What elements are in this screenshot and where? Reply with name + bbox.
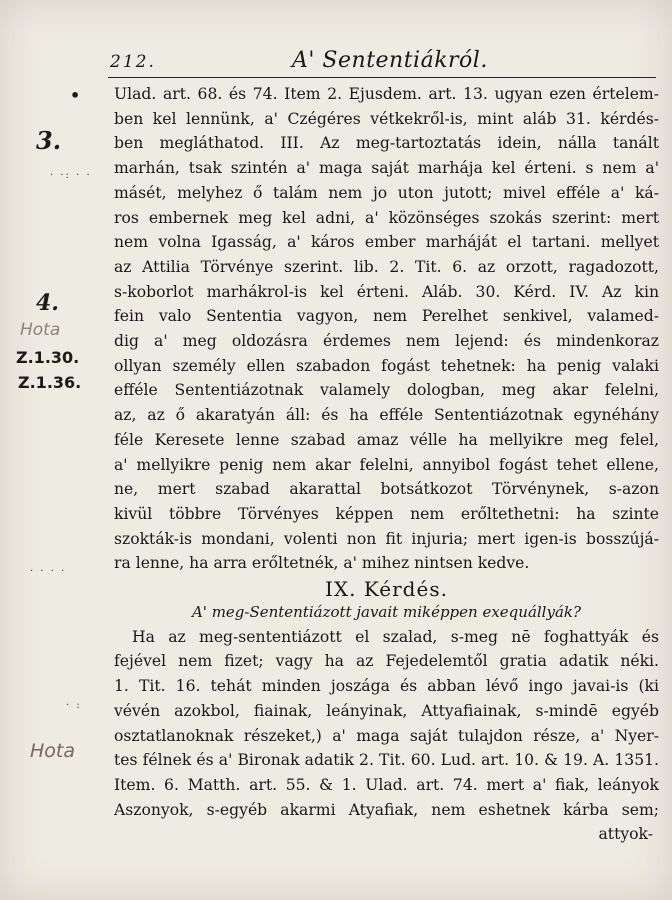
text-line: fejével nem fizet; vagy ha az Fejedelemtől gratia adatik néki.: [114, 652, 659, 671]
text-line: vévén azokbol, fiainak, leányinak, Attyafiainak, s-mindē egyéb: [114, 701, 659, 720]
page-header: [0, 48, 672, 78]
catchword: attyok-: [598, 825, 653, 844]
text-line: tes félnek és a' Bironak adatik 2. Tit. 60. Lud. art. 10. & 19. A. 1351.: [114, 751, 659, 770]
text-line: osztatlanoknak részeket,) a' maga saját tulajdon része, a' Nyer-: [114, 726, 659, 745]
text-line: kivül többre Törvényes képpen nem erőltethetni: ha szinte: [114, 504, 659, 523]
section-subheading: A' meg-Sententiázott javait miképpen exequállyák?: [191, 603, 582, 622]
margin-note-z130: Z.1.30.: [16, 348, 80, 367]
text-line: ben kel lennünk, a' Czégéres vétkekről-is, mint aláb 31. kérdés-: [114, 109, 659, 128]
text-line: Ha az meg-sententiázott el szalad, s-meg nē foghattyák és: [132, 627, 659, 646]
margin-note-hota: Hota: [30, 740, 76, 762]
text-line: dig a' meg oldozásra érdemes nem lejend: és mindenkoraz: [114, 332, 659, 351]
margin-bullet: •: [70, 86, 81, 105]
text-line: ollyan személy ellen szabadon fogást tehetnek: ha penig valaki: [114, 356, 659, 375]
text-line: a' mellyikre penig nem akar felelni, annyibol fogást tehet ellene,: [114, 455, 659, 474]
running-title: A' Sententiákról.: [292, 48, 488, 73]
text-line: Ulad. art. 68. és 74. Item 2. Ejusdem. art. 13. ugyan ezen értelem-: [114, 85, 659, 103]
text-line: másét, melyhez ő talám nem jo uton jutott; mivel efféle a' ká-: [114, 183, 659, 202]
text-line: ben megláthatod. III. Az meg-tartoztatás idein, nálla tanált: [114, 134, 659, 153]
text-line: ra lenne, ha arra erőltetnék, a' mihez nintsen kedve.: [114, 554, 530, 573]
text-line: ros embernek meg kel adni, a' közönséges szokás szerint: mert: [114, 208, 659, 227]
text-line: Item. 6. Matth. art. 55. & 1. Ulad. art. 74. mert a' fiak, leányok: [114, 775, 659, 794]
text-line: efféle Sententiázotnak valamely dologban, meg akar felelni,: [114, 381, 659, 400]
text-line: az Attilia Törvénye szerint. lib. 2. Tit. 6. az orzott, ragadozott,: [114, 257, 659, 276]
page-number: 212.: [110, 52, 156, 72]
margin-note-hota-faint: Hota: [20, 320, 61, 340]
margin-note-4: 4.: [36, 290, 59, 316]
margin-ink-dots-3: · :: [66, 700, 82, 711]
text-line: féle Keresete lenne szabad amaz vélle ha mellyikre meg felel,: [114, 430, 659, 449]
text-line: marhán, tsak szintén a' maga saját marhája kel érteni. s nem a': [114, 159, 659, 178]
section-heading: IX. Kérdés.: [325, 577, 448, 602]
margin-ink-dots-2: · · · ·: [30, 566, 67, 577]
text-line: szokták-is mondani, volenti non fit injuria; mert igen-is bosszújá-: [114, 529, 659, 548]
text-line: 1. Tit. 16. tehát minden joszága és abban lévő ingo javai-is (ki: [114, 677, 659, 696]
text-line: nem volna Igasság, a' káros ember marháját el tartani. mellyet: [114, 233, 659, 252]
margin-ink-dots: · ·: · ·: [50, 170, 92, 181]
header-rule: [108, 77, 656, 78]
margin-note-z136: Z.1.36.: [18, 373, 82, 392]
text-line: az, az ő akaratyán áll: és ha efféle Sententiázotnak egynéhány: [114, 406, 659, 425]
text-line: fein valo Sententia vagyon, nem Perelhet senkivel, valamed-: [114, 307, 659, 326]
text-line: ne, mert szabad akarattal botsátkozot Törvénynek, s-azon: [114, 480, 659, 499]
margin-note-3: 3.: [36, 126, 62, 155]
text-line: s-koborlot marhákrol-is kel érteni. Aláb. 30. Kérd. IV. Az kin: [114, 282, 659, 301]
text-line: Aszonyok, s-egyéb akarmi Atyafiak, nem eshetnek kárba sem;: [114, 800, 659, 819]
body-text: [114, 82, 659, 847]
